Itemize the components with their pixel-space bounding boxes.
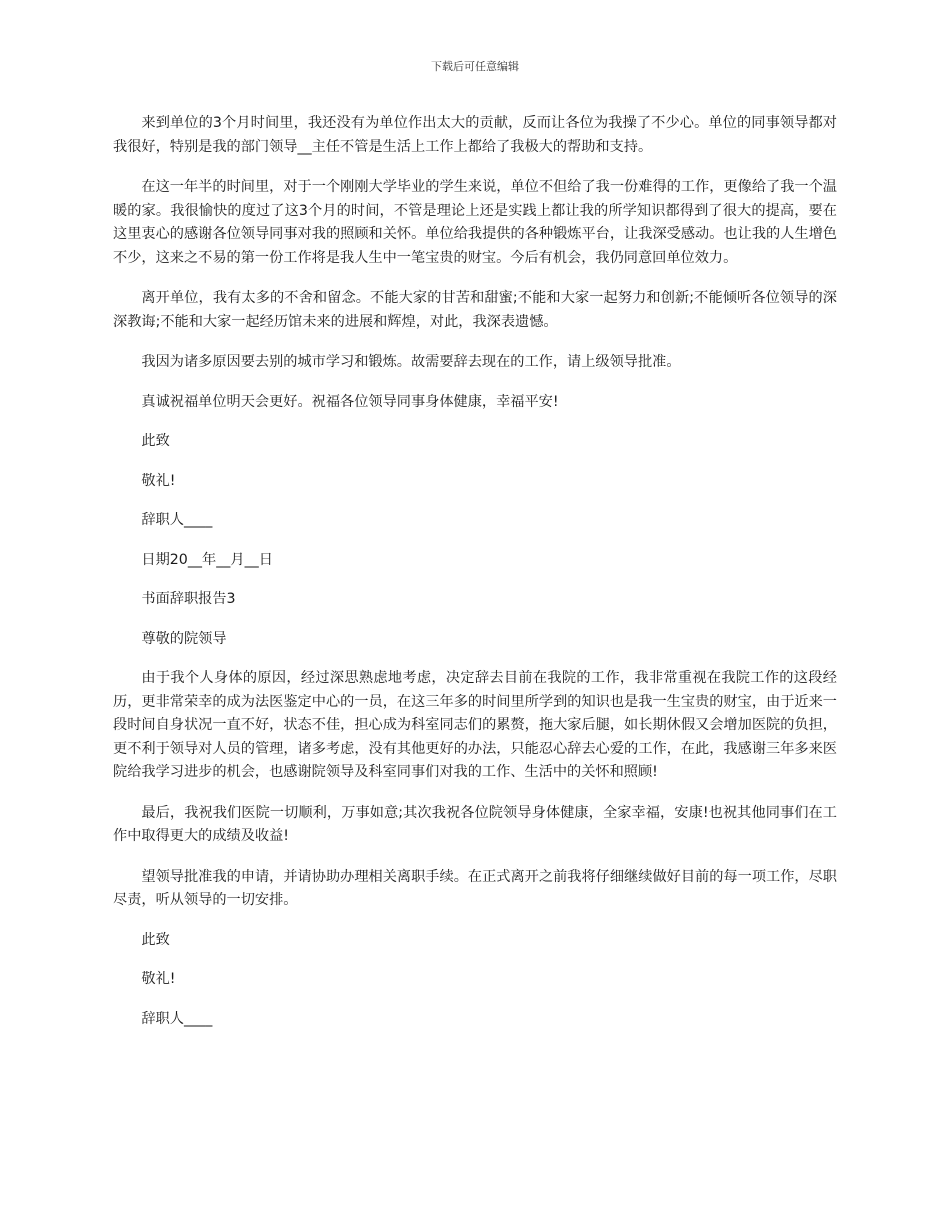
letter-greeting: 尊敬的院领导	[141, 630, 227, 647]
closing-regards: 敬礼!	[141, 472, 176, 489]
document-body	[113, 112, 837, 1047]
paragraph-intro: 来到单位的3个月时间里，我还没有为单位作出太大的贡献，反而让各位为我操了不少心。单位的同事领导都对我很好，特别是我的部门领导__主任不管是生活上工作上都给了我极大的帮助和支持。	[113, 115, 837, 155]
paragraph-reason: 我因为诸多原因要去别的城市学习和锻炼。故需要辞去现在的工作，请上级领导批准。	[141, 354, 681, 370]
date-line: 日期20__年__月__日	[141, 551, 273, 568]
signature-line-2: 辞职人____	[141, 1010, 213, 1027]
paragraph-request: 望领导批准我的申请，并请协助办理相关离职手续。在正式离开之前我将仔细继续做好目前的每一项工作，尽职尽责，听从领导的一切安排。	[113, 868, 837, 908]
closing-salutation-2: 此致	[141, 931, 170, 948]
paragraph-farewell: 离开单位，我有太多的不舍和留念。不能大家的甘苦和甜蜜;不能和大家一起努力和创新;不能倾听各位领导的深深教诲;不能和大家一起经历馆未来的进展和辉煌，对此，我深表遗憾。	[113, 290, 837, 330]
section-title: 书面辞职报告3	[141, 591, 236, 607]
closing-regards-2: 敬礼!	[141, 971, 176, 987]
signature-line: 辞职人____	[141, 512, 213, 528]
paragraph-wishes: 真诚祝福单位明天会更好。祝福各位领导同事身体健康，幸福平安!	[141, 393, 559, 410]
page-header: 下载后可任意编辑	[431, 60, 519, 73]
paragraph-health-reason: 由于我个人身体的原因，经过深思熟虑地考虑，决定辞去目前在我院的工作，我非常重视在我院工作的这段经历，更非常荣幸的成为法医鉴定中心的一员，在这三年多的时间里所学到的知识也是我一生宝贵的财宝，由于近来一段时间自身状况一直不好，状态不佳，担心成为科室同志们的累赘，拖大家后腿，如长期休假又会增加医院的负担，更不利于领导对人员的管理，诸多考虑，没有其他更好的办法，只能忍心辞去心爱的工作，在此，我感谢三年多来医院给我学习进步的机会，也感谢院领导及科室同事们对我的工作、生活中的关怀和照顾!	[113, 670, 837, 780]
paragraph-gratitude: 在这一年半的时间里，对于一个刚刚大学毕业的学生来说，单位不但给了我一份难得的工作，更像给了我一个温暖的家。我很愉快的度过了这3个月的时间，不管是理论上还是实践上都让我的所学知识都得到了很大的提高，要在这里衷心的感谢各位领导同事对我的照顾和关怀。单位给我提供的各种锻炼平台，让我深受感动。也让我的人生增色不少，这来之不易的第一份工作将是我人生中一笔宝贵的财宝。今后有机会，我仍同意回单位效力。	[113, 179, 837, 266]
paragraph-blessing: 最后，我祝我们医院一切顺利，万事如意;其次我祝各位院领导身体健康，全家幸福，安康!也祝其他同事们在工作中取得更大的成绩及收益!	[113, 804, 837, 844]
closing-salutation: 此致	[141, 433, 170, 449]
